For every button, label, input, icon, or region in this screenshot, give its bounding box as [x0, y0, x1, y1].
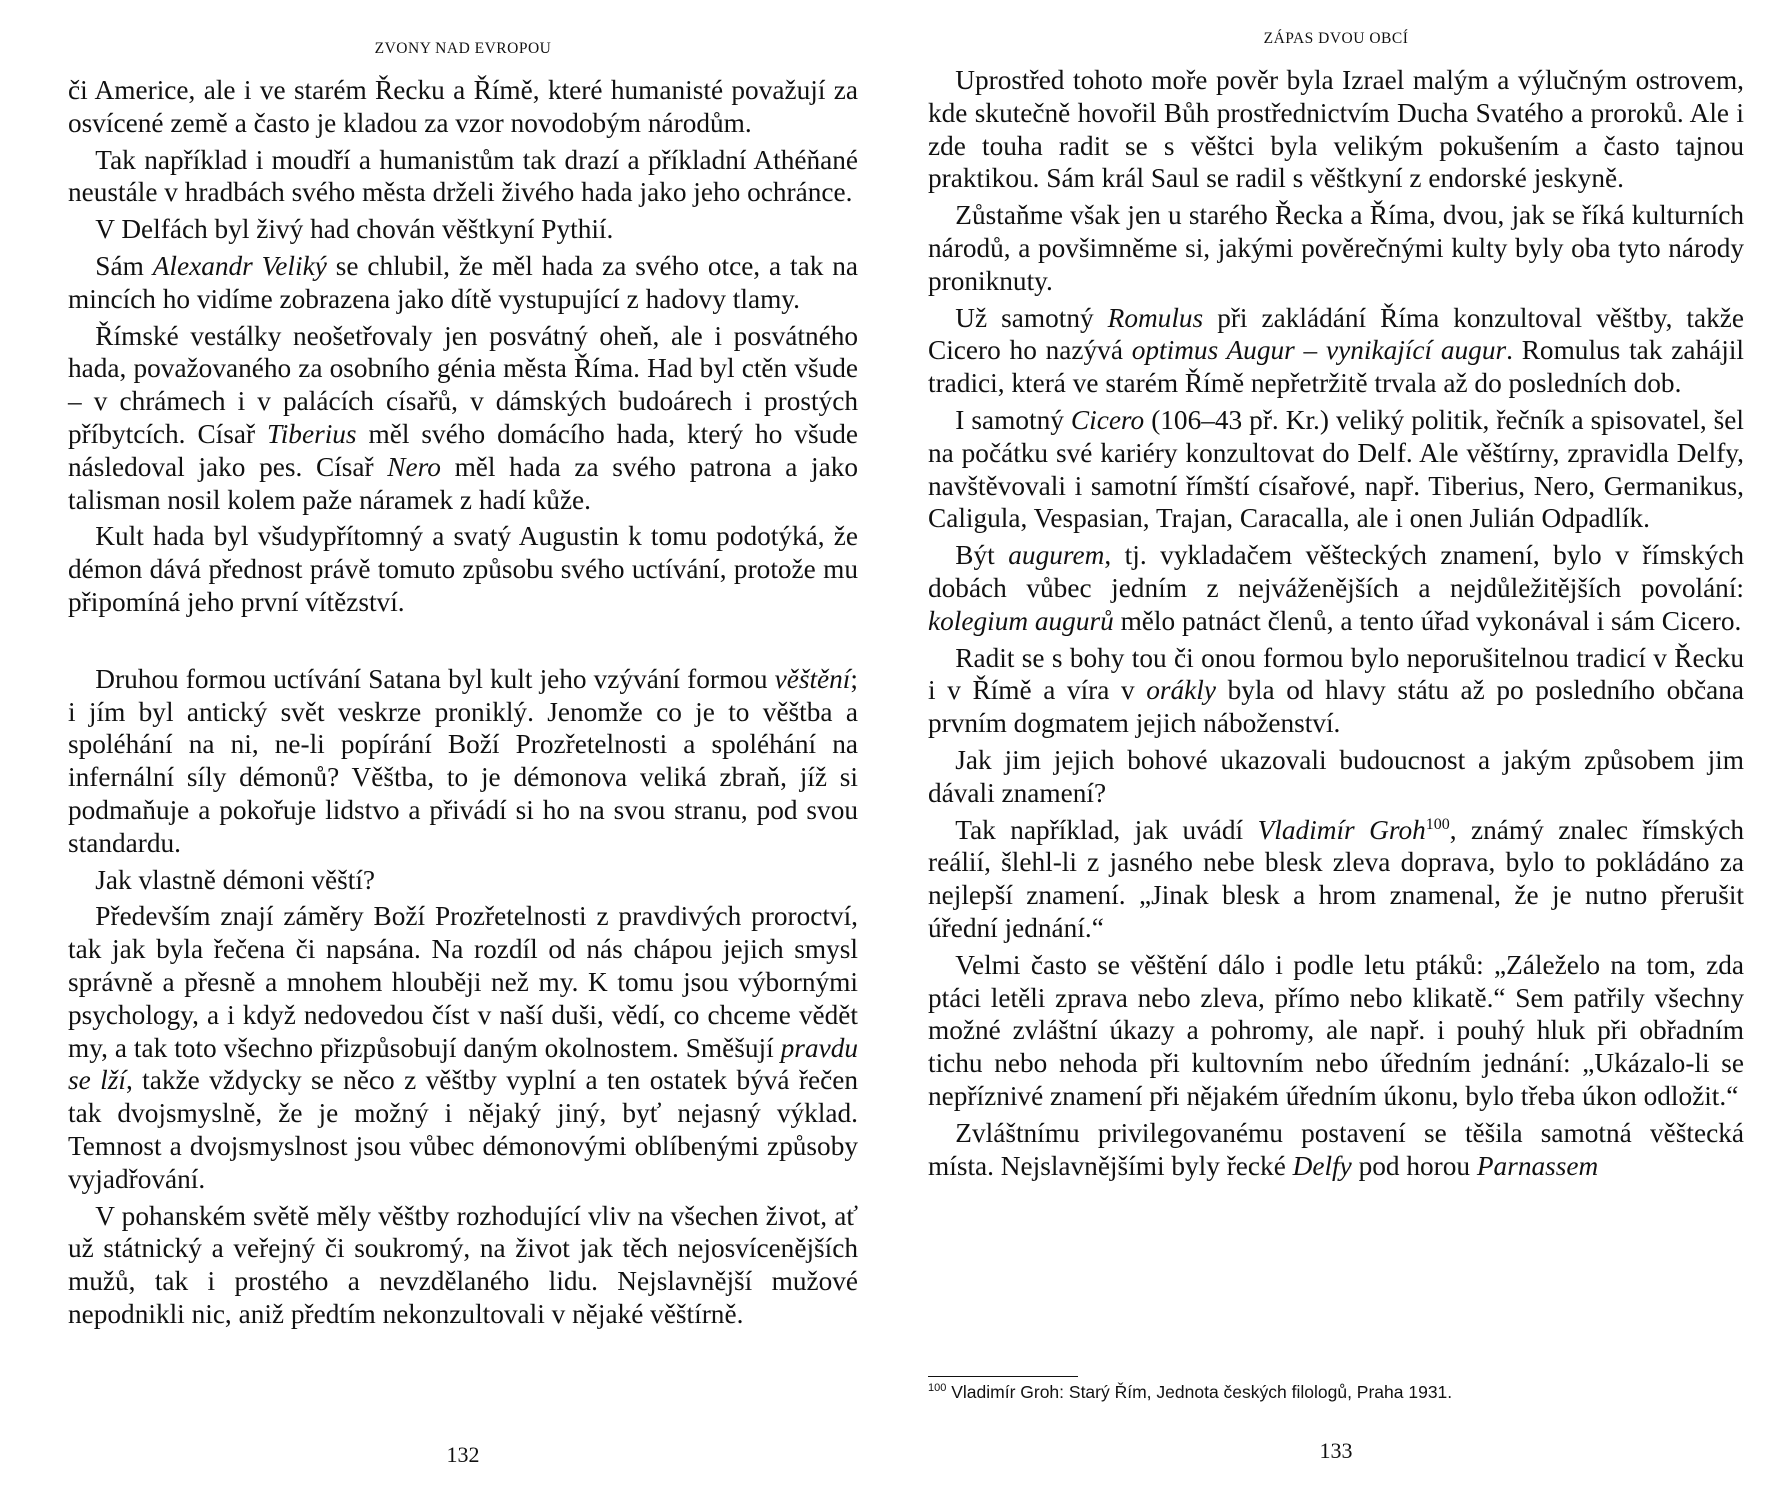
page-body: [68, 74, 858, 1331]
paragraph: Tak například i moudří a humanistům tak drazí a příkladní Athéňané neustále v hradbách svého města drželi živého hada jako jeho ochránce.: [68, 144, 858, 208]
footnote-rule: [928, 1376, 1078, 1377]
paragraph: Tak například, jak uvádí Vladimír Groh$^{100}$, známý znalec římských reálií, šlehl-li z jasného nebe blesk zleva doprava, bylo to pokládáno za nejlepší znamení. „Jinak blesk a hrom znamenal, že je nutno přerušit úřední jednání.“: [928, 814, 1745, 943]
paragraph: V pohanském světě měly věštby rozhodující vliv na všechen život, ať už státnický a veřejný či soukromý, na život jak těch nejosvícenějších mužů, tak i prostého a nevzdělaného lidu. Nejslavnější mužové nepodnikli nic, aniž předtím nekonzultovali v nějaké věštírně.: [68, 1200, 858, 1329]
section-break: [68, 623, 858, 663]
paragraph: Velmi často se věštění dálo i podle letu ptáků: „Záleželo na tom, zda ptáci letěli zprava nebo zleva, přímo nebo klikatě.“ Sem patřily všechny možné zvláštní úkazy a pohromy, ale např. i pouhý hluk při obřadním tichu nebo nehoda při kultovním nebo úředním jednání: „Ukázalo-li se nepříznivé znamení při nějakém úředním úkonu, bylo třeba úkon odložit.“: [928, 949, 1744, 1111]
paragraph: Jak jim jejich bohové ukazovali budoucnost a jakým způsobem jim dávali znamení?: [928, 744, 1744, 808]
right-page: [928, 0, 1745, 1463]
paragraph: Radit se s bohy tou či onou formou bylo neporušitelnou tradicí v Řecku i v Římě a víra v orákly byla od hlavy státu až po posledního občana prvním dogmatem jejich náboženství.: [928, 642, 1744, 739]
footnote-number: 100: [928, 1382, 947, 1395]
page-body: [928, 64, 1744, 1182]
paragraph: Kult hada byl všudypřítomný a svatý Augustin k tomu podotýká, že démon dává přednost právě tomuto způsobu svého uctívání, protože mu připomíná jeho první vítězství.: [68, 521, 858, 617]
footnote-marker: 100: [1425, 815, 1450, 833]
paragraph: Být augurem, tj. vykladačem věšteckých znamení, bylo v římských dobách vůbec jedním z nejváženějších a nejdůležitějších povolání: kolegium augurů mělo patnáct členů, a tento úřad vykonával i sám Cicero.: [928, 540, 1744, 636]
paragraph: Římské vestálky neošetřovaly jen posvátný oheň, ale i posvátného hada, považovaného za osobního génia města Říma. Had byl ctěn všude – v chrámech i v palácích císařů, v dámských budoárech i prostých příbytcích. Císař Tiberius měl svého domácího hada, který ho všude následoval jako pes. Císař Nero měl hada za svého patrona a jako talisman nosil kolem paže náramek z hadí kůže.: [68, 320, 859, 515]
paragraph: Zůstaňme však jen u starého Řecka a Říma, dvou, jak se říká kulturních národů, a povšimněme si, jakými pověrečnými kulty byly oba tyto národy proniknuty.: [928, 200, 1744, 296]
footnote: $^{100}$ Vladimír Groh: Starý Řím, Jednota českých filologů, Praha 1931.: [928, 1382, 1453, 1402]
left-page: [68, 0, 859, 1467]
paragraph: či Americe, ale i ve starém Řecku a Římě, které humanisté považují za osvícené země a často je kladou za vzor novodobým národům.: [68, 75, 858, 138]
paragraph: Především znají záměry Boží Prozřetelnosti z pravdivých proroctví, tak jak byla řečena či napsána. Na rozdíl od nás chápou jejich smysl správně a přesně a mnohem hlouběji než my. K tomu jsou výbornými psychology, a i když nedovedou číst v naší duši, vědí, co chceme vědět my, a tak toto všechno přizpůsobují daným okolnostem. Směšují pravdu se lží, takže vždycky se něco z věštby vyplní a ten ostatek bývá řečen tak dvojsmyslně, že je možný i nějaký jiný, byť nejasný výklad. Temnost a dvojsmyslnost jsou vůbec démonovými oblíbenými způsoby vyjadřování.: [68, 901, 858, 1194]
paragraph: Jak vlastně démoni věští?: [95, 864, 376, 895]
paragraph: Zvláštnímu privilegovanému postavení se těšila samotná věštecká místa. Nejslavnějšími byly řecké Delfy pod horou Parnassem: [928, 1117, 1744, 1181]
page-number: 132: [446, 1442, 480, 1467]
paragraph: I samotný Cicero (106–43 př. Kr.) veliký politik, řečník a spisovatel, šel na počátku své kariéry konzultovat do Delf. Ale věštírny, zpravidla Delfy, navštěvovali i samotní římští císařové, např. Tiberius, Nero, Germanikus, Caligula, Vespasian, Trajan, Caracalla, ale i onen Julián Odpadlík.: [928, 404, 1744, 534]
paragraph: Uprostřed tohoto moře pověr byla Izrael malým a výlučným ostrovem, kde skutečně hovořil Bůh prostřednictvím Ducha Svatého a proroků. Ale i zde touha radit se s věštci byla velikým pokušením a často tajnou praktikou. Sám král Saul se radil s věštkyní z endorské jeskyně.: [928, 65, 1744, 194]
paragraph: Druhou formou uctívání Satana byl kult jeho vzývání formou věštění; i jím byl antický svět veskrze proniklý. Jenomže co je to věštba a spoléhání na ni, ne-li popírání Boží Prozřetelnosti a spoléhání na infernální síly démonů? Věštba, to je démonova veliká zbraň, jíž si podmaňuje a pokořuje lidstvo a přivádí si ho na svou stranu, pod svou standardu.: [68, 663, 858, 858]
running-head: ZÁPAS DVOU OBCÍ: [1263, 30, 1409, 47]
running-head: ZVONY NAD EVROPOU: [374, 40, 552, 57]
page-number: 133: [1319, 1438, 1353, 1463]
paragraph: V Delfách byl živý had chován věštkyní Pythií.: [95, 214, 614, 245]
paragraph: Už samotný Romulus při zakládání Říma konzultoval věštby, takže Cicero ho nazývá optimus Augur – vynikající augur. Romulus tak zahájil tradici, která ve starém Římě nepřetržitě trvala až do posledních dob.: [928, 302, 1744, 399]
paragraph: Sám Alexandr Veliký se chlubil, že měl hada za svého otce, a tak na mincích ho vidíme zobrazena jako dítě vystupující z hadovy tlamy.: [68, 250, 859, 314]
